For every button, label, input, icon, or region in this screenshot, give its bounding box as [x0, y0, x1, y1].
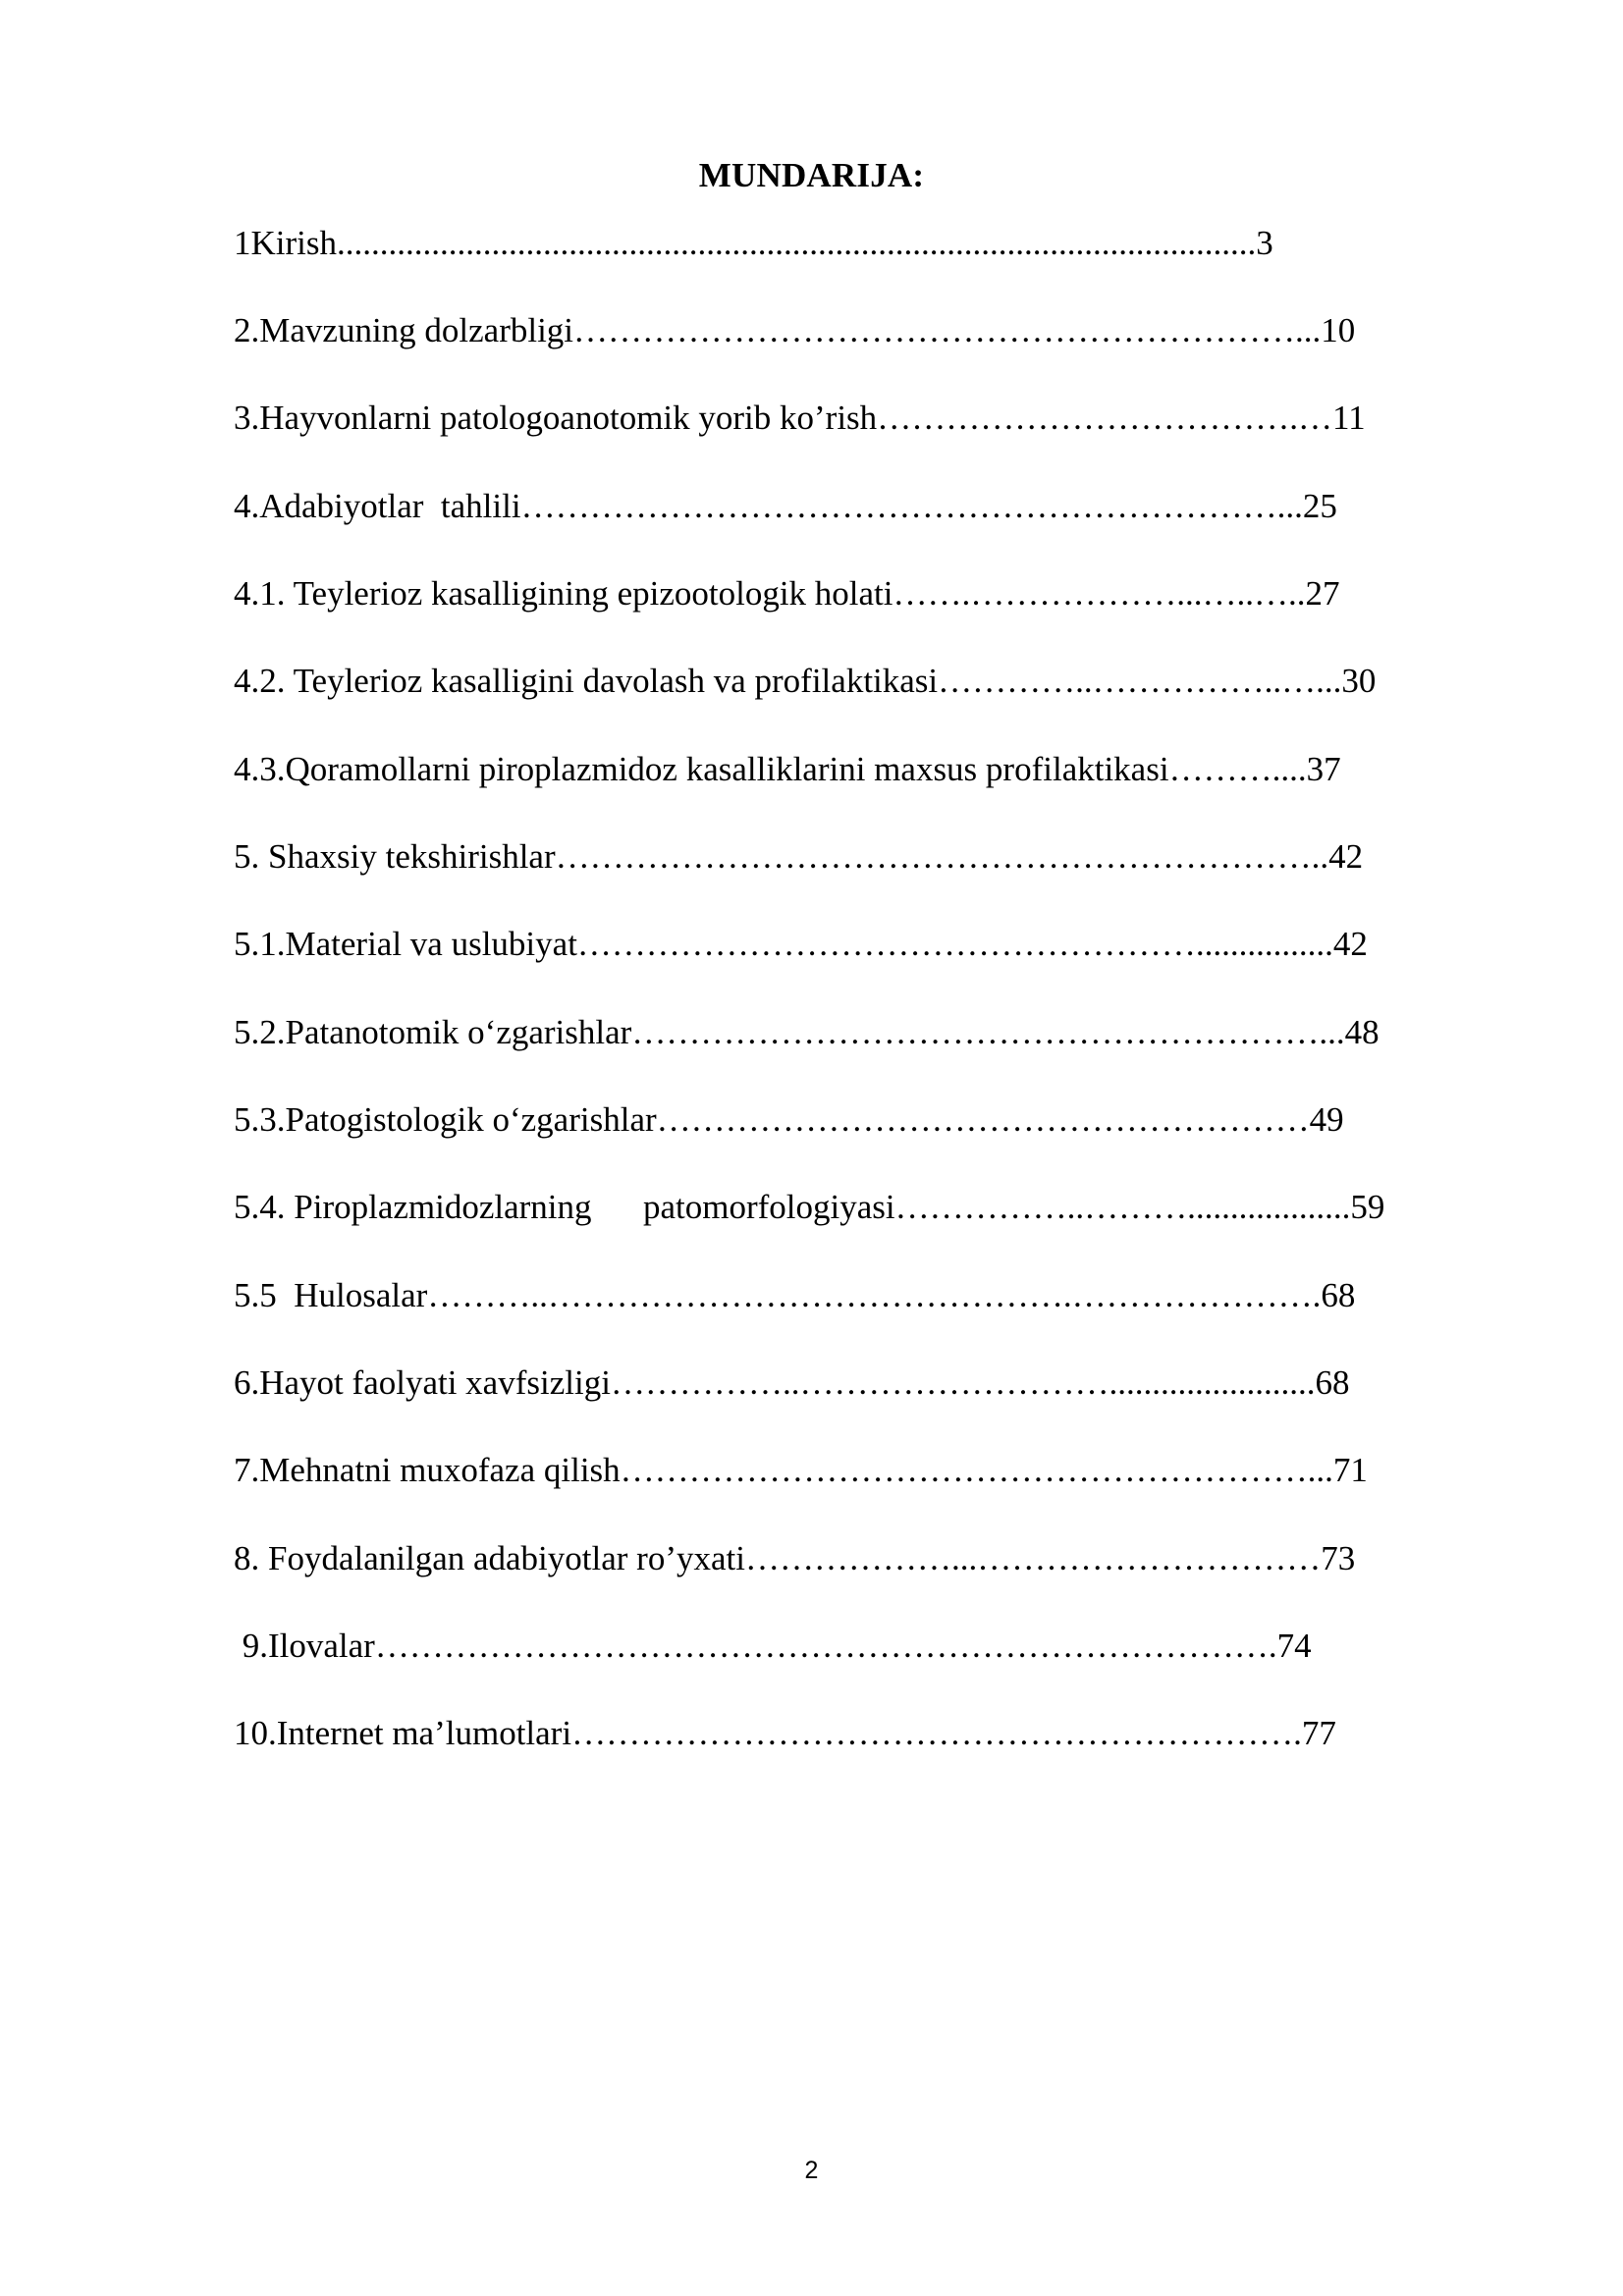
toc-entry-ilovalar: [234, 1624, 1510, 1669]
toc-label: 5. Shaxsiy tekshirishlar: [234, 837, 556, 876]
toc-label: 8. Foydalanilgan adabiyotlar ro’yxati: [234, 1539, 745, 1577]
toc-page: 30: [1341, 662, 1377, 700]
toc-page: 73: [1321, 1539, 1356, 1577]
toc-label: 4.3.Qoramollarni piroplazmidoz kasalliklarini maxsus profilaktikasi: [234, 750, 1169, 788]
toc-page: 11: [1331, 399, 1366, 437]
toc-leader: ……………………………….…: [877, 399, 1332, 437]
toc-leader: ……………..………………………........................: [610, 1363, 1316, 1402]
toc-leader: …………………………………………………………..: [555, 837, 1329, 876]
toc-page: 68: [1321, 1276, 1356, 1314]
toc-page: 49: [1309, 1100, 1344, 1139]
toc-leader: ………....: [1168, 750, 1307, 788]
toc-page: 25: [1302, 487, 1337, 525]
toc-entry-patanotomik-ozgarishlar: [234, 1010, 1510, 1055]
toc-entry-hayot-faolyati-xavfsizligi: [234, 1361, 1510, 1406]
toc-leader: ……………..………...................: [894, 1188, 1351, 1226]
toc-page: 10: [1321, 311, 1356, 349]
toc-label: 5.2.Patanotomik o‘zgarishlar: [234, 1013, 632, 1051]
toc-leader: ……………………………………………………...: [631, 1013, 1345, 1051]
toc-leader: ………………………………………………………...: [573, 311, 1322, 349]
toc-label: 5.3.Patogistologik o‘zgarishlar: [234, 1100, 657, 1139]
toc-entry-piroplazmidozlarning-patomorfologiyasi: [234, 1185, 1510, 1230]
toc-page: 74: [1276, 1627, 1312, 1665]
toc-leader: …………………………………………………………………….: [374, 1627, 1277, 1665]
toc-page: 77: [1301, 1714, 1336, 1752]
toc-entry-piroplazmidoz-profilaktikasi: [234, 747, 1510, 792]
toc-entry-teylerioz-davolash: [234, 659, 1510, 704]
toc-page: 59: [1350, 1188, 1385, 1226]
toc-leader: ………………………………………………................: [576, 925, 1333, 963]
toc-entry-adabiyotlar-tahlili: [234, 484, 1510, 529]
toc-leader: …………………………………………………: [656, 1100, 1310, 1139]
page-number: 2: [804, 2157, 819, 2184]
toc-page: 71: [1332, 1451, 1368, 1489]
toc-page: 42: [1332, 925, 1368, 963]
toc-entry-mavzuning-dolzarbligi: [234, 308, 1510, 353]
toc-leader: ……………………………………………………….: [571, 1714, 1302, 1752]
toc-label: 4.1. Teylerioz kasalligining epizootologik holati: [234, 574, 893, 613]
toc-page: 48: [1344, 1013, 1380, 1051]
toc-page: 27: [1305, 574, 1340, 613]
toc-label: 4.2. Teylerioz kasalligini davolash va profilaktikasi: [234, 662, 939, 700]
toc-leader: …………..……………..…...: [938, 662, 1342, 700]
toc-entry-patogistologik-ozgarishlar: [234, 1097, 1510, 1143]
toc-label: 5.4. Piroplazmidozlarning patomorfologiyasi: [234, 1188, 895, 1226]
toc-leader: …….………………...…..…..: [893, 574, 1306, 613]
toc-label: 1Kirish: [234, 224, 337, 262]
toc-leader: ………………...…………………………: [744, 1539, 1322, 1577]
toc-label: 7.Mehnatni muxofaza qilish: [234, 1451, 621, 1489]
toc-entry-material-va-uslubiyat: [234, 922, 1510, 967]
toc-page: 3: [1256, 224, 1273, 262]
toc-page: 37: [1306, 750, 1341, 788]
toc-label: 5.5 Hulosalar: [234, 1276, 428, 1314]
toc-entry-shaxsiy-tekshirishlar: [234, 834, 1510, 880]
toc-label: 10.Internet ma’lumotlari: [234, 1714, 572, 1752]
toc-entry-teylerioz-epizootologik: [234, 571, 1510, 616]
toc-leader: ………..……………………………………….………………….: [427, 1276, 1322, 1314]
toc-label: 4.Adabiyotlar tahlili: [234, 487, 521, 525]
toc-label: 2.Mavzuning dolzarbligi: [234, 311, 574, 349]
toc-entry-internet-malumotlari: [234, 1711, 1510, 1756]
toc-leader: ……………………………………………………...: [620, 1451, 1333, 1489]
toc-entry-hulosalar: [234, 1273, 1510, 1318]
toc-label: 5.1.Material va uslubiyat: [234, 925, 577, 963]
toc-leader: …………………………………………………………...: [520, 487, 1303, 525]
toc-label: 3.Hayvonlarni patologoanotomik yorib ko’rish: [234, 399, 878, 437]
toc-page: 68: [1315, 1363, 1350, 1402]
toc-label: 9.Ilovalar: [234, 1627, 375, 1665]
toc-label: 6.Hayot faolyati xavfsizligi: [234, 1363, 611, 1402]
toc-page: 42: [1328, 837, 1364, 876]
toc-entry-kirish: [234, 221, 1490, 266]
toc-entry-hayvonlarni-yorib-korish: [234, 396, 1510, 441]
toc-entry-mehnatni-muxofaza-qilish: [234, 1448, 1510, 1493]
page-title: MUNDARIJA:: [698, 156, 925, 194]
toc-entry-foydalanilgan-adabiyotlar: [234, 1536, 1510, 1581]
toc-leader: ...........................................................................................................: [337, 224, 1257, 262]
